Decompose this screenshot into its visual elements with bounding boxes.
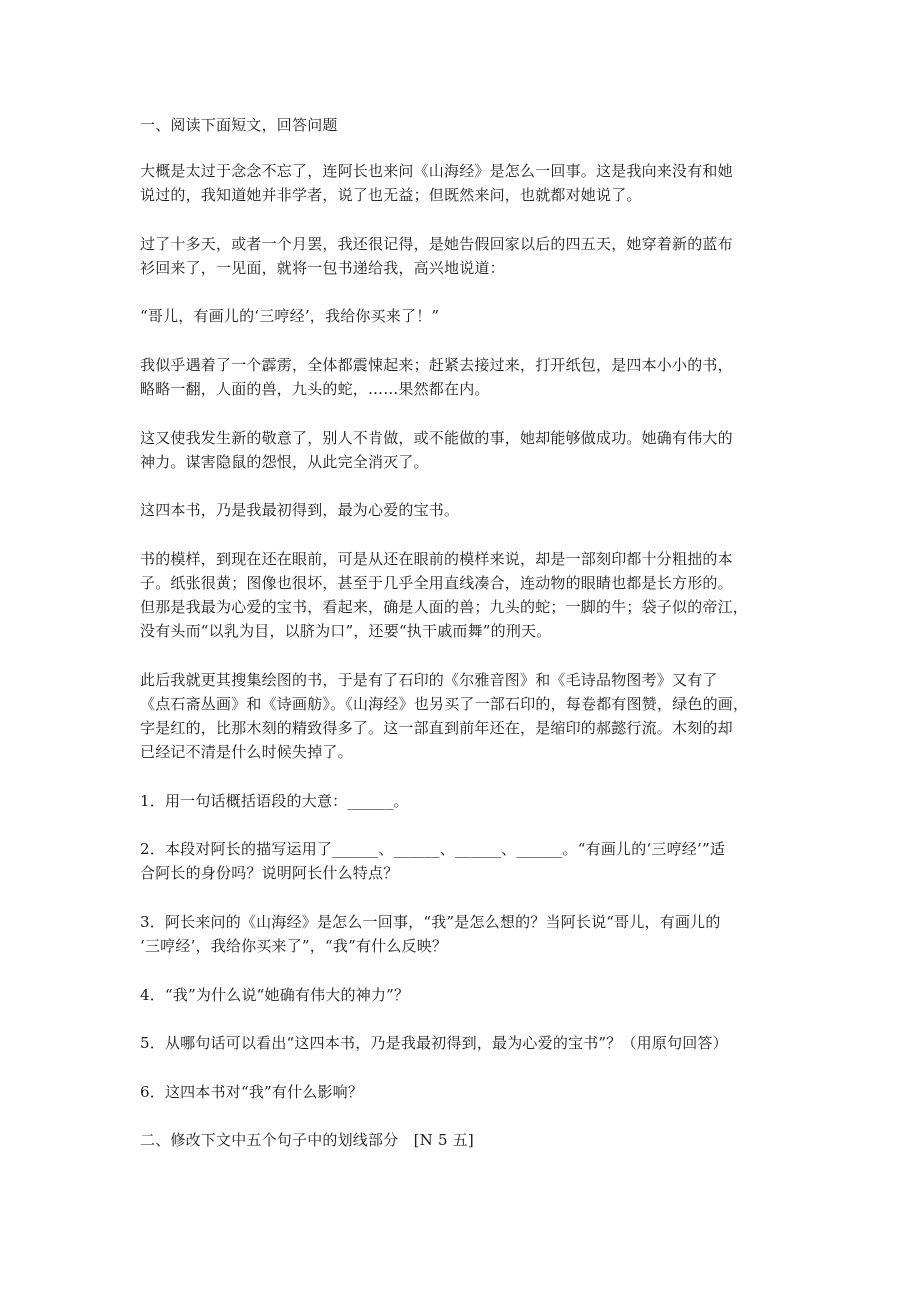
paragraph-line: 过了十多天，或者一个月罢，我还很记得，是她告假回家以后的四五天，她穿着新的蓝布	[140, 235, 733, 253]
paragraph-line: 略略一翻，人面的兽，九头的蛇，……果然都在内。	[140, 380, 490, 398]
paragraph-line: 此后我就更其搜集绘图的书，于是有了石印的《尔雅音图》和《毛诗品物图考》又有了	[140, 671, 718, 689]
section-heading-2: 二、修改下文中五个句子中的划线部分 [N 5 五]	[140, 1131, 474, 1149]
paragraph-line: 没有头而“以乳为目，以脐为口”，还要“执干戚而舞”的刑天。	[140, 622, 552, 640]
paragraph-line: 大概是太过于念念不忘了，连阿长也来问《山海经》是怎么一回事。这是我向来没有和她	[140, 162, 733, 180]
paragraph-line: 衫回来了，一见面，就将一包书递给我，高兴地说道：	[140, 259, 505, 277]
paragraph-line: 《点石斋丛画》和《诗画舫》。《山海经》也另买了一部石印的，每卷都有图赞，绿色的画，	[140, 695, 749, 713]
question-4: 4．“我”为什么说“她确有伟大的神力”？	[140, 986, 410, 1004]
question-5: 5．从哪句话可以看出“这四本书，乃是我最初得到，最为心爱的宝书”？（用原句回答）	[140, 1034, 728, 1052]
paragraph-line: 说过的，我知道她并非学者，说了也无益；但既然来问，也就都对她说了。	[140, 186, 642, 204]
paragraph-line: 神力。谋害隐鼠的怨恨，从此完全消灭了。	[140, 453, 429, 471]
paragraph-line: “哥儿，有画儿的‘三哼经’，我给你买来了！”	[140, 307, 440, 325]
paragraph-line: 子。纸张很黄；图像也很坏，甚至于几乎全用直线凑合，连动物的眼睛也都是长方形的。	[140, 574, 733, 592]
paragraph-line: 书的模样，到现在还在眼前，可是从还在眼前的模样来说，却是一部刻印都十分粗拙的本	[140, 550, 733, 568]
paragraph-line: 我似乎遇着了一个霹雳，全体都震悚起来；赶紧去接过来，打开纸包，是四本小小的书，	[140, 356, 733, 374]
paragraph-line: 已经记不清是什么时候失掉了。	[140, 743, 353, 761]
question-6: 6．这四本书对“我”有什么影响？	[140, 1083, 364, 1101]
paragraph-line: 这四本书，乃是我最初得到，最为心爱的宝书。	[140, 501, 460, 519]
question-3: 3．阿长来问的《山海经》是怎么一回事，“我”是怎么想的？当阿长说“哥儿，有画儿的	[140, 913, 721, 931]
paragraph-line: 字是红的，比那木刻的精致得多了。这一部直到前年还在，是缩印的郝懿行流。木刻的却	[140, 719, 733, 737]
question-1: 1．用一句话概括语段的大意：______。	[140, 792, 409, 810]
question-3-cont: ‘三哼经’，我给你买来了”，“我”有什么反映？	[140, 937, 448, 955]
section-heading: 一、阅读下面短文，回答问题	[140, 116, 338, 134]
question-2: 2．本段对阿长的描写运用了______、______、______、______。“有画儿的‘三哼经’”适	[140, 840, 726, 858]
paragraph-line: 这又使我发生新的敬意了，别人不肯做，或不能做的事，她却能够做成功。她确有伟大的	[140, 429, 733, 447]
question-2-cont: 合阿长的身份吗？说明阿长什么特点？	[140, 864, 399, 882]
paragraph-line: 但那是我最为心爱的宝书，看起来，确是人面的兽；九头的蛇；一脚的牛；袋子似的帝江，	[140, 598, 749, 616]
